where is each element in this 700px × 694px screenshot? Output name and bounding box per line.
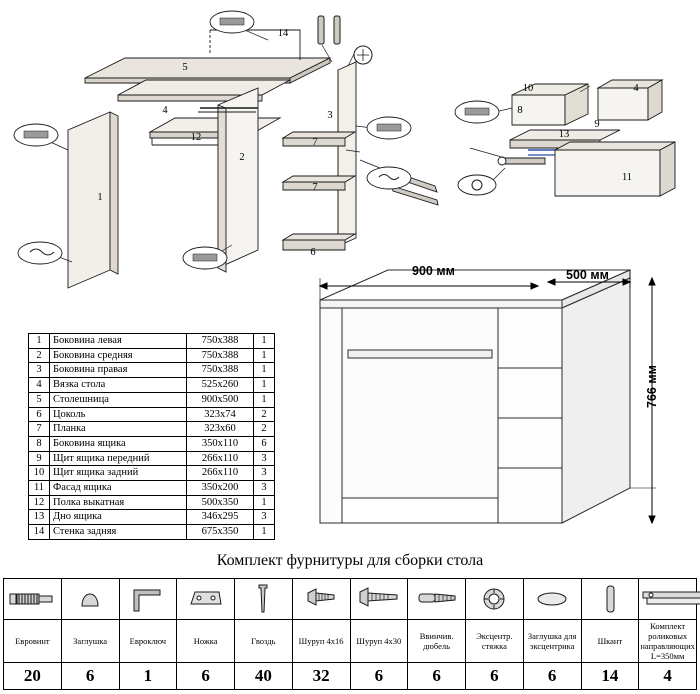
parts-cell-size: 750х388 (187, 348, 254, 363)
parts-cell-n: 11 (29, 481, 50, 496)
svg-text:2: 2 (239, 152, 245, 163)
kit-item-label: Ножка (177, 620, 235, 663)
table-row (29, 407, 275, 422)
parts-cell-n: 4 (29, 378, 50, 393)
svg-text:11: 11 (621, 172, 633, 183)
hardware-kit-table (3, 578, 697, 690)
screw-4x30-icon (350, 579, 408, 620)
parts-cell-n: 12 (29, 495, 50, 510)
kit-item-count: 6 (408, 663, 466, 690)
kit-item-count: 20 (4, 663, 62, 690)
svg-text:6: 6 (310, 247, 316, 258)
table-row (29, 363, 275, 378)
table-row (29, 378, 275, 393)
table-row (29, 392, 275, 407)
kit-item-count: 14 (581, 663, 639, 690)
screw-4x16-icon (292, 579, 350, 620)
kit-item-label: Шуруп 4х16 (292, 620, 350, 663)
parts-cell-qty: 1 (254, 363, 275, 378)
kit-item-count: 6 (61, 663, 119, 690)
cam-lock-icon (466, 579, 524, 620)
table-row (29, 510, 275, 525)
parts-cell-size: 675х350 (187, 525, 254, 540)
euro-screw-icon (4, 579, 62, 620)
foot-icon (177, 579, 235, 620)
svg-text:7: 7 (312, 182, 318, 193)
parts-cell-name: Фасад ящика (50, 481, 187, 496)
table-row (29, 348, 275, 363)
kit-item-count: 6 (523, 663, 581, 690)
parts-cell-n: 8 (29, 436, 50, 451)
parts-cell-qty: 1 (254, 348, 275, 363)
kit-item-label: Ввинчив. дюбель (408, 620, 466, 663)
parts-list-table (28, 333, 275, 540)
svg-text:9: 9 (594, 119, 600, 130)
kit-item-label: Комплект роликовых направляющих L=350мм (640, 621, 695, 661)
parts-cell-n: 13 (29, 510, 50, 525)
parts-cell-qty: 1 (254, 525, 275, 540)
parts-cell-n: 3 (29, 363, 50, 378)
parts-cell-size: 323х60 (187, 422, 254, 437)
depth-dimension-label: 500 мм (566, 268, 609, 282)
kit-item-label: Гвоздь (235, 620, 293, 663)
table-row (29, 466, 275, 481)
kit-item-label: Заглушка для эксцентрика (523, 620, 581, 663)
table-row (29, 495, 275, 510)
parts-cell-qty: 6 (254, 436, 275, 451)
table-row (29, 436, 275, 451)
screw-in-dowel-icon (408, 579, 466, 620)
slide-set-icon (639, 579, 697, 620)
parts-cell-name: Боковина ящика (50, 436, 187, 451)
parts-cell-name: Боковина правая (50, 363, 187, 378)
svg-text:14: 14 (277, 28, 289, 39)
kit-item-label: Шкант (581, 620, 639, 663)
parts-cell-qty: 1 (254, 334, 275, 349)
parts-cell-n: 2 (29, 348, 50, 363)
parts-cell-size: 750х388 (187, 363, 254, 378)
parts-cell-size: 500х350 (187, 495, 254, 510)
parts-cell-name: Боковина средняя (50, 348, 187, 363)
parts-cell-n: 10 (29, 466, 50, 481)
parts-cell-size: 323х74 (187, 407, 254, 422)
kit-item-count: 1 (119, 663, 177, 690)
kit-item-count: 6 (177, 663, 235, 690)
svg-text:7: 7 (312, 137, 318, 148)
parts-cell-n: 5 (29, 392, 50, 407)
kit-item-count: 6 (466, 663, 524, 690)
parts-cell-qty: 3 (254, 451, 275, 466)
parts-cell-size: 266х110 (187, 451, 254, 466)
hardware-kit-title: Комплект фурнитуры для сборки стола (216, 552, 484, 569)
parts-cell-n: 7 (29, 422, 50, 437)
parts-cell-n: 9 (29, 451, 50, 466)
parts-cell-n: 1 (29, 334, 50, 349)
parts-cell-qty: 1 (254, 378, 275, 393)
parts-cell-size: 525х260 (187, 378, 254, 393)
parts-cell-name: Столешница (50, 392, 187, 407)
parts-cell-name: Планка (50, 422, 187, 437)
parts-cell-name: Цоколь (50, 407, 187, 422)
svg-text:3: 3 (327, 110, 333, 121)
parts-cell-qty: 3 (254, 510, 275, 525)
parts-cell-name: Дно ящика (50, 510, 187, 525)
parts-cell-name: Боковина левая (50, 334, 187, 349)
kit-item-label: Евровинт (4, 620, 62, 663)
kit-item-label: Заглушка (61, 620, 119, 663)
parts-cell-size: 900х500 (187, 392, 254, 407)
svg-text:10: 10 (522, 83, 534, 94)
parts-cell-n: 6 (29, 407, 50, 422)
height-dimension-label: 766 мм (645, 365, 659, 408)
table-row (29, 481, 275, 496)
table-row (29, 525, 275, 540)
parts-cell-name: Щит ящика задний (50, 466, 187, 481)
kit-item-count: 32 (292, 663, 350, 690)
svg-text:13: 13 (558, 129, 570, 140)
parts-cell-qty: 2 (254, 422, 275, 437)
table-row (29, 334, 275, 349)
parts-cell-name: Стенка задняя (50, 525, 187, 540)
parts-cell-n: 14 (29, 525, 50, 540)
exploded-assembly-diagram (0, 0, 700, 290)
parts-cell-size: 350х200 (187, 481, 254, 496)
kit-item-count: 4 (639, 663, 697, 690)
parts-cell-name: Полка выкатная (50, 495, 187, 510)
table-row (29, 451, 275, 466)
parts-cell-qty: 3 (254, 481, 275, 496)
parts-cell-size: 750х388 (187, 334, 254, 349)
kit-item-label: Эксцентр. стяжка (466, 620, 524, 663)
svg-text:8: 8 (517, 105, 523, 116)
svg-text:1: 1 (97, 192, 103, 203)
parts-cell-name: Щит ящика передний (50, 451, 187, 466)
width-dimension-label: 900 мм (412, 264, 455, 278)
desk-dimension-drawing (300, 258, 690, 548)
parts-cell-qty: 1 (254, 495, 275, 510)
parts-cell-size: 350х110 (187, 436, 254, 451)
euro-key-icon (119, 579, 177, 620)
parts-cell-qty: 1 (254, 392, 275, 407)
parts-cell-name: Вязка стола (50, 378, 187, 393)
parts-cell-qty: 2 (254, 407, 275, 422)
kit-item-count: 40 (235, 663, 293, 690)
kit-item-label: Евроключ (119, 620, 177, 663)
cap-plug-icon (61, 579, 119, 620)
svg-text:4: 4 (162, 105, 168, 116)
svg-text:4: 4 (633, 83, 639, 94)
svg-text:12: 12 (190, 132, 202, 143)
svg-text:5: 5 (182, 62, 188, 73)
parts-cell-qty: 3 (254, 466, 275, 481)
kit-item-count: 6 (350, 663, 408, 690)
dowel-icon (581, 579, 639, 620)
table-row (29, 422, 275, 437)
cam-cover-icon (523, 579, 581, 620)
kit-item-label: Шуруп 4х30 (350, 620, 408, 663)
nail-icon (235, 579, 293, 620)
parts-cell-size: 346х295 (187, 510, 254, 525)
parts-cell-size: 266х110 (187, 466, 254, 481)
